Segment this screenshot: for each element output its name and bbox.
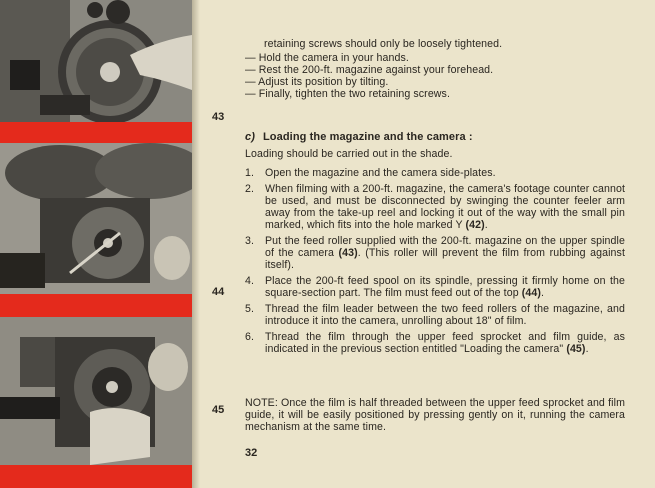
step-item: 1. Open the magazine and the camera side-plates. xyxy=(245,167,496,179)
step-item: 6. Thread the film through the upper feed sprocket and film guide, as indicated in the previous section entitled "Loading the camera" (45). xyxy=(245,331,625,355)
photo-column xyxy=(0,0,192,488)
step-item: 3. Put the feed roller supplied with the 200-ft. magazine on the upper spindle of the camera (43). (This roller will prevent the film from rubbing against itself). xyxy=(245,235,625,271)
bullet-item: — Hold the camera in your hands. xyxy=(245,52,409,64)
note-paragraph: NOTE: Once the film is half threaded between the upper feed sprocket and film guide, it will be easily positioned by pressing gently on it, running the camera mechanism at the same time. xyxy=(245,397,625,433)
figure-ref: (44) xyxy=(521,287,541,299)
figure-ref: (43) xyxy=(338,247,358,259)
bullet-item: — Finally, tighten the two retaining screws. xyxy=(245,88,450,100)
intro-line: retaining screws should only be loosely tightened. xyxy=(264,38,503,50)
bullet-item: — Adjust its position by tilting. xyxy=(245,76,389,88)
bullet-item: — Rest the 200-ft. magazine against your forehead. xyxy=(245,64,494,76)
section-label: c) xyxy=(245,131,255,143)
step-item: 5. Thread the film leader between the two feed rollers of the magazine, and introduce it into the camera, unrolling about 18" of film. xyxy=(245,303,625,327)
section-subtitle: Loading should be carried out in the shade. xyxy=(245,148,453,160)
page-number: 32 xyxy=(245,447,258,459)
bullet-list xyxy=(245,52,625,100)
section-heading xyxy=(245,131,625,143)
step-item: 4. Place the 200-ft feed spool on its spindle, pressing it firmly home on the square-section part. The film must feed out of the top (44). xyxy=(245,275,625,299)
figure-ref: (42) xyxy=(465,219,485,231)
red-band xyxy=(0,122,192,143)
figure-number: 44 xyxy=(212,286,225,298)
figure-ref: (45) xyxy=(566,343,586,355)
figure-44-photo xyxy=(0,143,192,294)
figure-number: 43 xyxy=(212,111,225,123)
red-band xyxy=(0,465,192,488)
red-band xyxy=(0,294,192,317)
section-title: Loading the magazine and the camera : xyxy=(262,131,473,143)
intro-text xyxy=(264,38,644,50)
figure-45-photo xyxy=(0,317,192,465)
page-fold-shadow xyxy=(192,0,200,488)
steps-list xyxy=(245,167,625,359)
step-item: 2. When filming with a 200-ft. magazine, the camera's footage counter cannot be used, and must be disconnected by swinging the counter feeler arm away from the take-up reel and locking it out of the way with the small pin marked, which fits into the hole marked Y (42). xyxy=(245,183,625,231)
figure-43-photo xyxy=(0,0,192,122)
figure-number: 45 xyxy=(212,404,225,416)
